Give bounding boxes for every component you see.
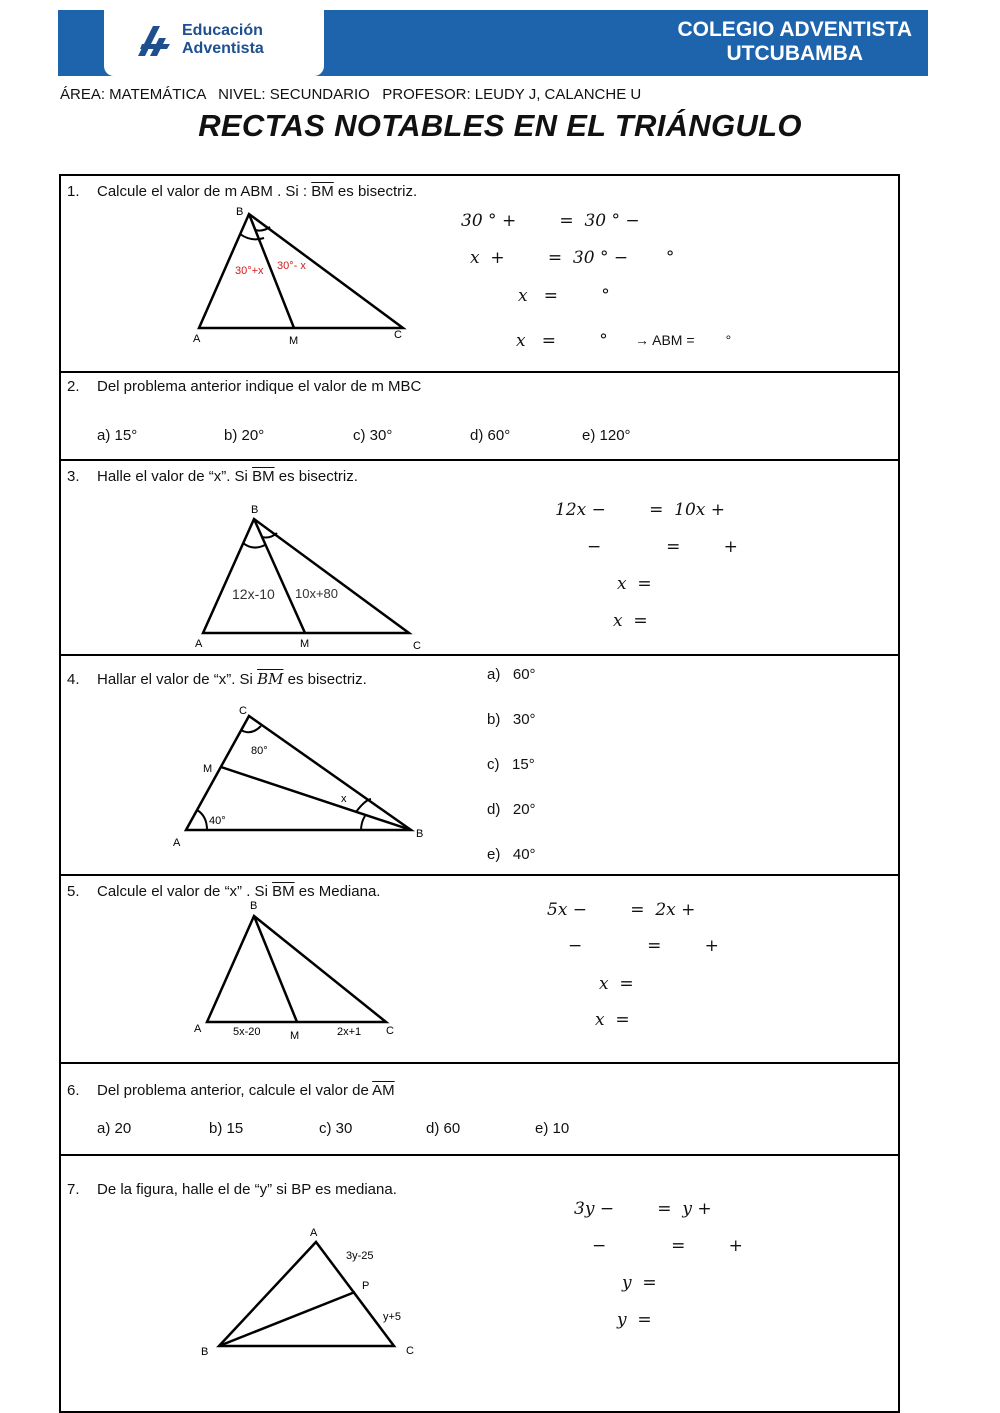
option-e[interactable]: e) 10	[535, 1120, 570, 1137]
vertex-a-label: A	[193, 333, 201, 345]
question-number: 6.	[67, 1082, 80, 1099]
equation-line-2: − = +	[592, 1236, 743, 1256]
vertex-a-label: A	[173, 837, 181, 849]
question-2-text: 2. Del problema anterior indique el valor de m MBC	[67, 378, 422, 395]
angle-x-label: x	[341, 793, 347, 805]
vertex-m-label: M	[289, 335, 299, 347]
question-3	[59, 459, 900, 654]
vertex-a-label: A	[194, 1023, 202, 1035]
question-1	[59, 174, 900, 371]
question-3-text: 3. Halle el valor de “x”. Si $\overline{BM}$ es bisectriz.	[67, 468, 358, 485]
segment-pc-label: y+5	[383, 1311, 402, 1323]
option-a[interactable]: a) 15°	[97, 427, 138, 444]
equation-line-3: x =	[617, 574, 652, 594]
option-e[interactable]: e) 40°	[487, 846, 536, 863]
course-meta: ÁREA: MATEMÁTICA NIVEL: SECUNDARIO PROFESOR: LEUDY J, CALANCHE U	[60, 86, 642, 103]
vertex-c-label: C	[413, 640, 421, 652]
triangle-figure	[181, 204, 481, 354]
page-title: RECTAS NOTABLES EN EL TRIÁNGULO	[198, 108, 802, 143]
question-5	[59, 874, 900, 1062]
school-name	[677, 18, 912, 66]
option-d[interactable]: d) 60°	[470, 427, 511, 444]
option-b[interactable]: b) 30°	[487, 711, 536, 728]
option-a[interactable]: a) 60°	[487, 666, 536, 683]
question-4-text: 4. Hallar el valor de “x”. Si $\overline{BM}$ es bisectriz.	[67, 670, 367, 688]
equation-line-3: x = °	[518, 286, 610, 306]
equation-line-1: 3y − = y +	[574, 1199, 712, 1219]
triangle-figure	[191, 898, 471, 1048]
vertex-a-label: A	[310, 1227, 318, 1239]
question-number: 7.	[67, 1181, 80, 1198]
equation-line-2: x + = 30 ° − °	[470, 248, 675, 268]
option-a[interactable]: a) 20	[97, 1120, 132, 1137]
vertex-m-label: M	[203, 763, 213, 775]
question-5-text: 5. Calcule el valor de “x” . Si $\overline{BM}$ es Mediana.	[67, 883, 381, 900]
triangle-figure	[191, 1226, 491, 1376]
option-e[interactable]: e) 120°	[582, 427, 631, 444]
right-angle-label: 30°- x	[277, 260, 306, 272]
logo-line2: Adventista	[182, 40, 264, 57]
vertex-m-label: M	[290, 1030, 300, 1042]
question-4	[59, 654, 900, 874]
option-b[interactable]: b) 20°	[224, 427, 265, 444]
question-6	[59, 1062, 900, 1154]
question-7	[59, 1154, 900, 1413]
triangle-figure	[171, 704, 451, 854]
vertex-p-label: P	[362, 1280, 370, 1292]
equation-line-4: y =	[617, 1310, 652, 1330]
question-7-text: 7. De la figura, halle el de “y” si BP es mediana.	[67, 1181, 397, 1198]
question-number: 5.	[67, 883, 80, 900]
vertex-b-label: B	[251, 504, 259, 516]
equation-line-4: x = °	[516, 331, 608, 351]
triangle-figure	[191, 501, 491, 651]
option-c[interactable]: c) 30	[319, 1120, 353, 1137]
equation-result: → ABM = °	[635, 332, 732, 348]
equation-line-3: y =	[622, 1273, 657, 1293]
right-angle-label: 10x+80	[295, 586, 339, 601]
vertex-c-label: C	[386, 1025, 394, 1037]
angle-label: MBC	[387, 378, 422, 395]
option-c[interactable]: c) 15°	[487, 756, 535, 773]
option-d[interactable]: d) 60	[426, 1120, 461, 1137]
angle-c-label: 80°	[251, 745, 268, 757]
equation-line-1: 30 ° + = 30 ° −	[461, 211, 640, 231]
logo-line1: Educación	[182, 22, 263, 39]
equation-line-2: − = +	[568, 936, 719, 956]
vertex-c-label: C	[239, 705, 247, 717]
left-angle-label: 30°+x	[235, 265, 264, 277]
segment-ap-label: 3y-25	[346, 1250, 374, 1262]
vertex-a-label: A	[195, 638, 203, 650]
logo-text	[182, 22, 264, 58]
question-number: 2.	[67, 378, 80, 395]
question-number: 1.	[67, 183, 80, 200]
segment-am-label: 5x-20	[233, 1026, 261, 1038]
question-2	[59, 371, 900, 459]
segment-label: $\overline{BM}$	[252, 468, 275, 485]
vertex-m-label: M	[300, 638, 310, 650]
equation-line-1: 5x − = 2x +	[547, 900, 696, 920]
vertex-b-label: B	[236, 206, 244, 218]
option-b[interactable]: b) 15	[209, 1120, 244, 1137]
equation-line-1: 12x − = 10x +	[555, 500, 726, 520]
angle-a-label: 40°	[209, 815, 226, 827]
equation-line-4: x =	[595, 1010, 630, 1030]
option-c[interactable]: c) 30°	[353, 427, 393, 444]
vertex-c-label: C	[406, 1345, 414, 1357]
equation-line-2: − = +	[587, 537, 738, 557]
vertex-b-label: B	[416, 828, 424, 840]
segment-mc-label: 2x+1	[337, 1026, 362, 1038]
question-number: 4.	[67, 671, 80, 688]
question-number: 3.	[67, 468, 80, 485]
equation-line-4: x =	[613, 611, 648, 631]
vertex-b-label: B	[250, 900, 258, 912]
left-angle-label: 12x-10	[232, 586, 275, 602]
segment-label: $\overline{BM}$	[257, 670, 284, 688]
angle-label: ABM	[240, 183, 273, 200]
vertex-b-label: B	[201, 1346, 209, 1358]
logo-icon	[136, 24, 174, 58]
segment-label: $\overline{BM}$	[272, 883, 295, 900]
segment-label: $\overline{BM}$	[311, 183, 334, 200]
equation-line-3: x =	[599, 974, 634, 994]
segment-label: $\overline{AM}$	[372, 1082, 395, 1099]
school-line1: COLEGIO ADVENTISTA	[677, 18, 912, 41]
option-d[interactable]: d) 20°	[487, 801, 536, 818]
question-1-text: 1. Calcule el valor de m ABM . Si : $\overline{BM}$ es bisectriz.	[67, 183, 418, 200]
question-6-text: 6. Del problema anterior, calcule el valor de $\overline{AM}$	[67, 1082, 395, 1099]
school-line2: UTCUBAMBA	[726, 42, 863, 65]
vertex-c-label: C	[394, 329, 402, 341]
